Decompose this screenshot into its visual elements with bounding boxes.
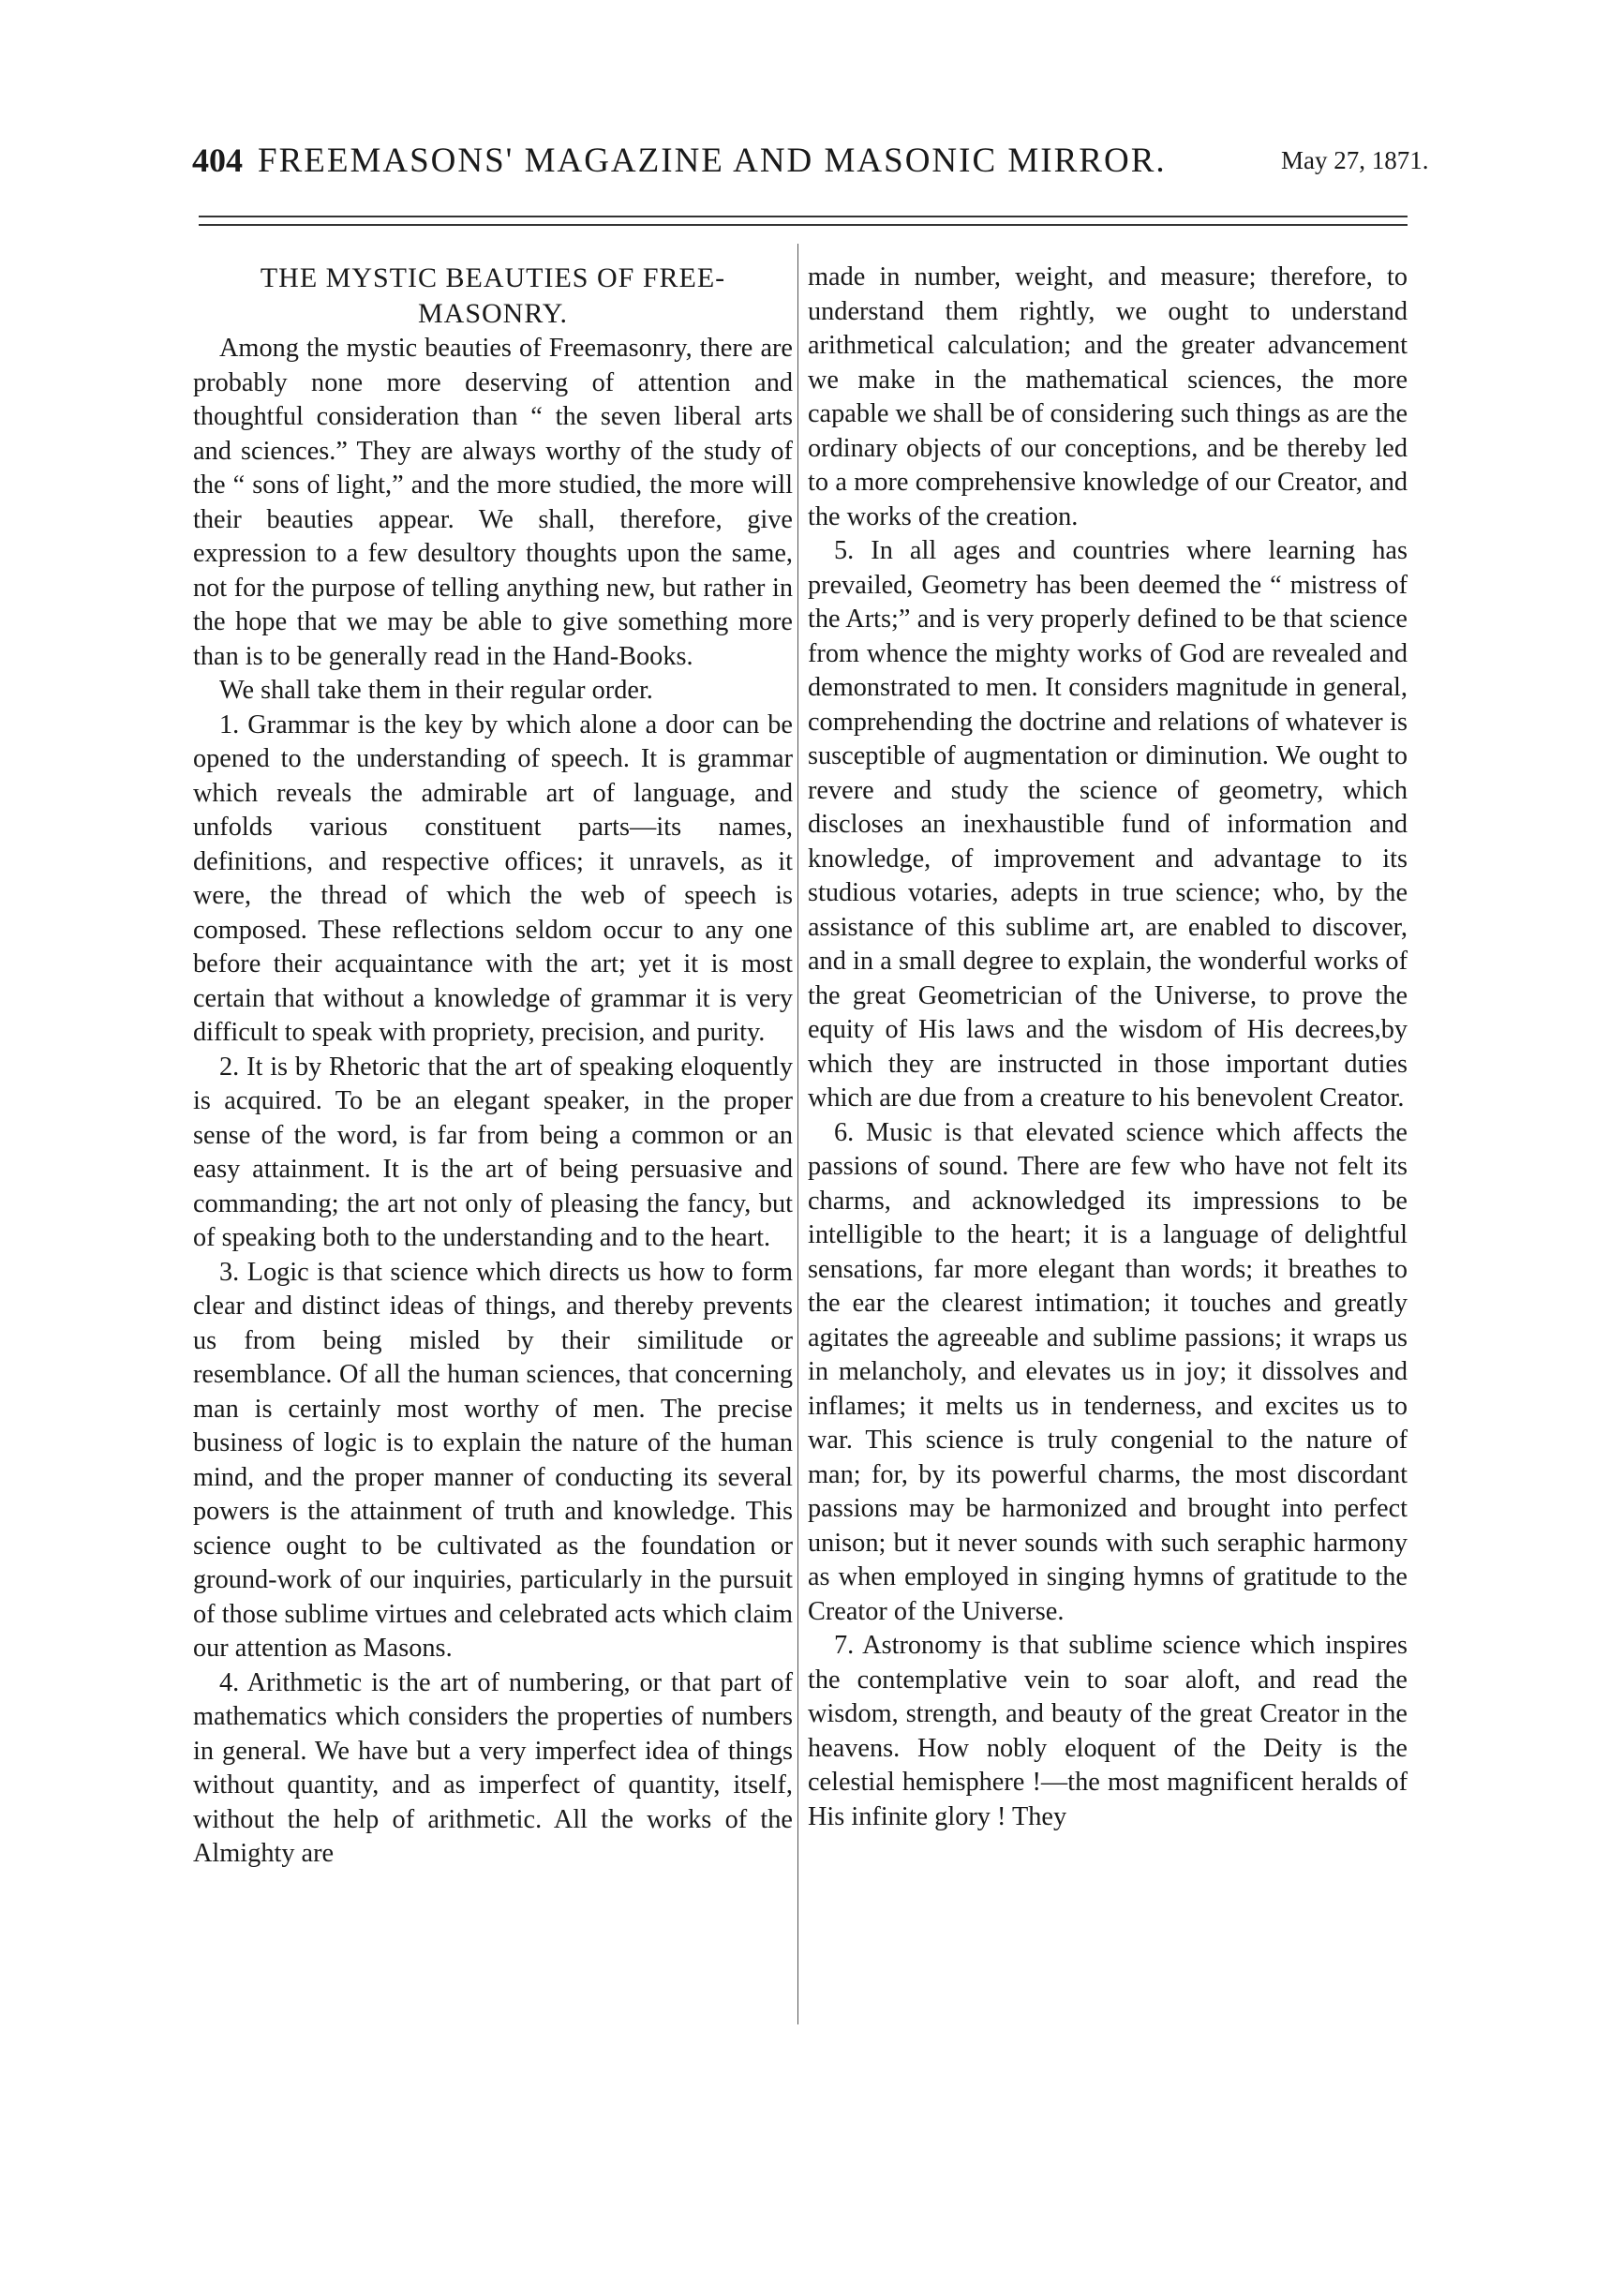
- paragraph-rhetoric: 2. It is by Rhetoric that the art of speaking eloquently is acquired. To be an elegant speaker, in the proper sense of the word, is far from being a common or an easy attainment. It is the art of being persuasive and commanding; the art not only of pleasing the fancy, but of speaking both to the understanding and to the heart.: [193, 1052, 793, 1252]
- right-column: [808, 261, 1408, 1834]
- paragraph-arithmetic: 4. Arithmetic is the art of numbering, or that part of mathematics which considers the properties of numbers in general. We have but a very imperfect idea of things without quantity, and as imperfect of quantity, itself, without the help of arithmetic. All the works of the Almighty are: [193, 1667, 793, 1868]
- header-rule-top: [199, 216, 1408, 217]
- paragraph-grammar: 1. Grammar is the key by which alone a door can be opened to the understanding of speech. It is grammar which reveals the admirable art of language, and unfolds various constituent parts—its names, definitions, and respective offices; it unravels, as it were, the thread of which the web of speech is composed. These reflections seldom occur to any one before their acquaintance with the art; yet it is most certain that without a knowledge of grammar it is very difficult to speak with propriety, precision, and purity.: [193, 709, 793, 1047]
- column-divider: [797, 244, 798, 2024]
- masthead-title: FREEMASONS' MAGAZINE AND MASONIC MIRROR.: [258, 142, 1167, 180]
- paragraph-logic: 3. Logic is that science which directs us how to form clear and distinct ideas of things, and thereby prevents us from being misled by their similitude or resemblance. Of all the human sciences, that concerning man is certainly most worthy of men. The precise business of logic is to explain the nature of the human mind, and the proper manner of conducting its several powers is the attainment of truth and knowledge. This science ought to be cultivated as the foundation or ground-work of our inquiries, particularly in the pursuit of those sublime virtues and celebrated acts which claim our attention as Masons.: [193, 1257, 793, 1663]
- paragraph-arithmetic-continued: made in number, weight, and measure; therefore, to understand them rightly, we ought to understand arithmetical calculation; and the greater advancement we make in the mathematical sciences, the more capable we shall be of considering such things as are the ordinary objects of our conceptions, and be thereby led to a more comprehensive knowledge of our Creator, and the works of the creation.: [808, 262, 1408, 531]
- paragraph-intro: Among the mystic beauties of Freemasonry, there are probably none more deserving of attention and thoughtful consideration than “ the seven liberal arts and sciences.” They are always worthy of the study of the “ sons of light,” and the more studied, the more will their beauties appear. We shall, therefore, give expression to a few desultory thoughts upon the same, not for the purpose of telling anything new, but rather in the hope that we may be able to give something more than is to be generally read in the Hand-Books.: [193, 334, 793, 671]
- left-column: [193, 261, 793, 1872]
- issue-date: May 27, 1871.: [1281, 146, 1429, 174]
- page-header: [192, 141, 1429, 206]
- paragraph-music: 6. Music is that elevated science which affects the passions of sound. There are few who have not felt its charms, and acknowledged its impressions to be intelligible to the heart; it is a language of delightful sensations, far more elegant than words; it breathes to the ear the clearest intimation; it touches and greatly agitates the agreeable and sublime passions; it wraps us in melancholy, and elevates us in joy; it dissolves and inflames; it melts us in tenderness, and excites us to war. This science is truly congenial to the nature of man; for, by its powerful charms, the most discordant passions may be harmonized and brought into perfect unison; but it never sounds with such seraphic harmony as when employed in singing hymns of gratitude to the Creator of the Universe.: [808, 1117, 1408, 1626]
- article-title: THE MYSTIC BEAUTIES OF FREE- MASONRY.: [260, 262, 726, 329]
- paragraph-order: We shall take them in their regular order.: [219, 676, 653, 705]
- paragraph-astronomy: 7. Astronomy is that sublime science which inspires the contemplative vein to soar aloft, and read the wisdom, strength, and beauty of the great Creator in the heavens. How nobly eloquent of the Deity is the celestial hemisphere !—the most magnificent heralds of His infinite glory ! They: [808, 1631, 1408, 1831]
- page-number: 404: [192, 142, 243, 179]
- header-rule-bottom: [199, 224, 1408, 226]
- paragraph-geometry: 5. In all ages and countries where learning has prevailed, Geometry has been deemed the “ mistress of the Arts;” and is very properly defined to be that science from whence the mighty works of God are revealed and demonstrated to men. It considers magnitude in general, comprehending the doctrine and relations of whatever is susceptible of augmentation or diminution. We ought to revere and study the science of geometry, which discloses an inexhaustible fund of information and knowledge, of improvement and advantage to its studious votaries, adepts in true science; who, by the assistance of this sublime art, are enabled to discover, and in a small degree to explain, the wonderful works of the great Geometrician of the Universe, to prove the equity of His laws and the wisdom of His decrees,by which they are instructed in those important duties which are due from a creature to his benevolent Creator.: [808, 536, 1408, 1113]
